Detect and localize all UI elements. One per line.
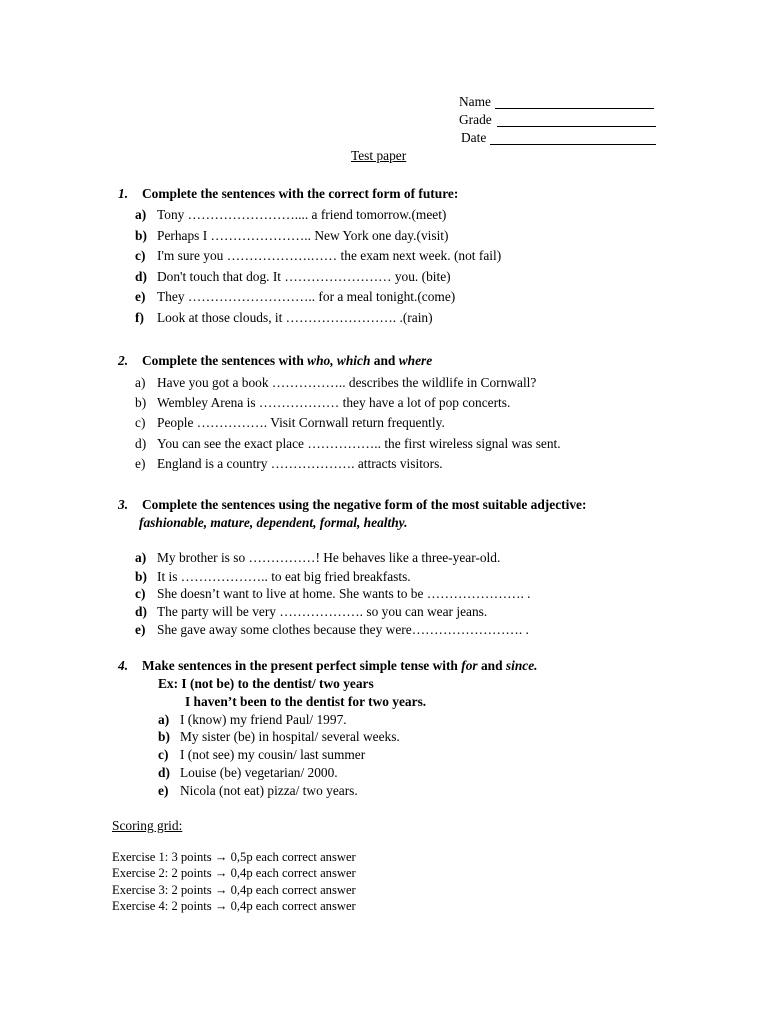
item-text: People ……………. Visit Cornwall return frequently. (157, 415, 445, 430)
instruction-prefix: Complete the sentences with (142, 353, 304, 368)
exercise-4-item-e (158, 784, 358, 797)
exercise-4-example-answer: I haven’t been to the dentist for two years. (185, 694, 427, 709)
exercise-1-item-e (135, 290, 455, 303)
item-text: I (know) my friend Paul/ 1997. (180, 712, 347, 727)
item-text: Louise (be) vegetarian/ 2000. (180, 765, 338, 780)
item-text: You can see the exact place …………….. the first wireless signal was sent. (157, 436, 561, 451)
exercise-1-item-c (135, 249, 501, 262)
exercise-4-number: 4. (118, 658, 129, 673)
item-label: f) (135, 310, 144, 325)
item-text: The party will be very ………………. so you can wear jeans. (157, 604, 488, 619)
item-text: Don't touch that dog. It …………………… you. (bite) (157, 269, 451, 284)
word-for: for (461, 658, 478, 673)
item-label: a) (158, 712, 170, 727)
item-label: c) (135, 586, 146, 601)
item-text: My sister (be) in hospital/ several weeks. (180, 729, 400, 744)
exercise-1-instruction: Complete the sentences with the correct form of future: (142, 186, 459, 201)
exercise-4-item-a (158, 713, 347, 726)
item-text: Have you got a book …………….. describes the wildlife in Cornwall? (157, 375, 537, 390)
item-label: c) (135, 248, 146, 263)
scoring-row-3: Exercise 3: 2 points → 0,4p each correct answer (112, 883, 356, 897)
scoring-row-4: Exercise 4: 2 points → 0,4p each correct answer (112, 899, 356, 913)
item-text: She gave away some clothes because they were……………………. . (157, 622, 529, 637)
exercise-2-item-d (135, 437, 561, 450)
exercise-2-item-e (135, 457, 443, 470)
word-which: which (336, 353, 371, 368)
scoring-row-2: Exercise 2: 2 points → 0,4p each correct answer (112, 866, 356, 880)
item-label: b) (135, 569, 147, 584)
grade-label: Grade (459, 112, 492, 127)
item-text: She doesn’t want to live at home. She wants to be …………………. . (157, 586, 531, 601)
item-label: e) (135, 289, 146, 304)
word-since: since. (505, 658, 538, 673)
item-text: Wembley Arena is ……………… they have a lot of pop concerts. (157, 395, 511, 410)
item-text: It is ……………….. to eat big fried breakfasts. (157, 569, 411, 584)
item-label: e) (158, 783, 169, 798)
item-label: d) (135, 604, 147, 619)
exercise-3-item-e (135, 623, 529, 636)
page-title: Test paper (351, 148, 407, 163)
item-label: b) (158, 729, 170, 744)
date-field-line[interactable] (490, 144, 656, 145)
item-label: b) (135, 228, 147, 243)
item-label: d) (158, 765, 170, 780)
date-label: Date (461, 130, 487, 145)
word-where: where (398, 353, 433, 368)
item-text: Nicola (not eat) pizza/ two years. (180, 783, 358, 798)
grade-field-line[interactable] (497, 126, 656, 127)
exercise-1-number: 1. (118, 186, 129, 201)
exercise-4-item-d (158, 766, 338, 779)
item-text: England is a country ………………. attracts visitors. (157, 456, 443, 471)
exercise-1-item-f (135, 311, 433, 324)
exercise-3-number: 3. (118, 497, 129, 512)
scoring-grid-title: Scoring grid: (112, 818, 183, 833)
exercise-4-example-question: Ex: I (not be) to the dentist/ two years (158, 676, 374, 691)
item-text: Tony …………………….... a friend tomorrow.(meet) (157, 207, 447, 222)
word-and: and (480, 658, 503, 673)
item-label: a) (135, 375, 146, 390)
exercise-3-adjectives: fashionable, mature, dependent, formal, healthy. (139, 515, 408, 530)
exercise-2-item-c (135, 416, 445, 429)
exercise-1-item-b (135, 229, 448, 242)
item-label: a) (135, 550, 147, 565)
exercise-1-item-d (135, 270, 451, 283)
item-label: b) (135, 395, 147, 410)
word-and: and (373, 353, 396, 368)
item-label: d) (135, 436, 147, 451)
exercise-2-item-a (135, 376, 536, 389)
exercise-2-instruction (142, 354, 432, 367)
word-who: who, (307, 353, 334, 368)
item-text: They ……………………….. for a meal tonight.(come) (157, 289, 456, 304)
exercise-2-number: 2. (118, 353, 129, 368)
name-label: Name (459, 94, 491, 109)
item-text: I (not see) my cousin/ last summer (180, 747, 366, 762)
item-label: e) (135, 456, 146, 471)
item-label: a) (135, 207, 147, 222)
name-field-line[interactable] (495, 108, 654, 109)
exercise-3-item-b (135, 570, 411, 583)
exercise-1-item-a (135, 208, 446, 221)
item-text: I'm sure you ……………….…… the exam next week. (not fail) (157, 248, 502, 263)
exercise-4-item-c (158, 748, 365, 761)
item-label: c) (135, 415, 146, 430)
exercise-3-item-a (135, 551, 500, 564)
scoring-row-1: Exercise 1: 3 points → 0,5p each correct answer (112, 850, 356, 864)
exercise-3-item-c (135, 587, 531, 600)
instruction-prefix: Make sentences in the present perfect simple tense with (142, 658, 458, 673)
item-label: e) (135, 622, 146, 637)
exercise-4-instruction (142, 659, 538, 672)
exercise-2-item-b (135, 396, 510, 409)
item-text: Perhaps I ………………….. New York one day.(visit) (157, 228, 449, 243)
item-text: My brother is so ……………! He behaves like a three-year-old. (157, 550, 501, 565)
item-text: Look at those clouds, it ……………………. .(rain) (157, 310, 433, 325)
exercise-3-instruction: Complete the sentences using the negative form of the most suitable adjective: (142, 497, 587, 512)
exercise-3-item-d (135, 605, 487, 618)
item-label: c) (158, 747, 169, 762)
item-label: d) (135, 269, 147, 284)
exercise-4-item-b (158, 730, 400, 743)
